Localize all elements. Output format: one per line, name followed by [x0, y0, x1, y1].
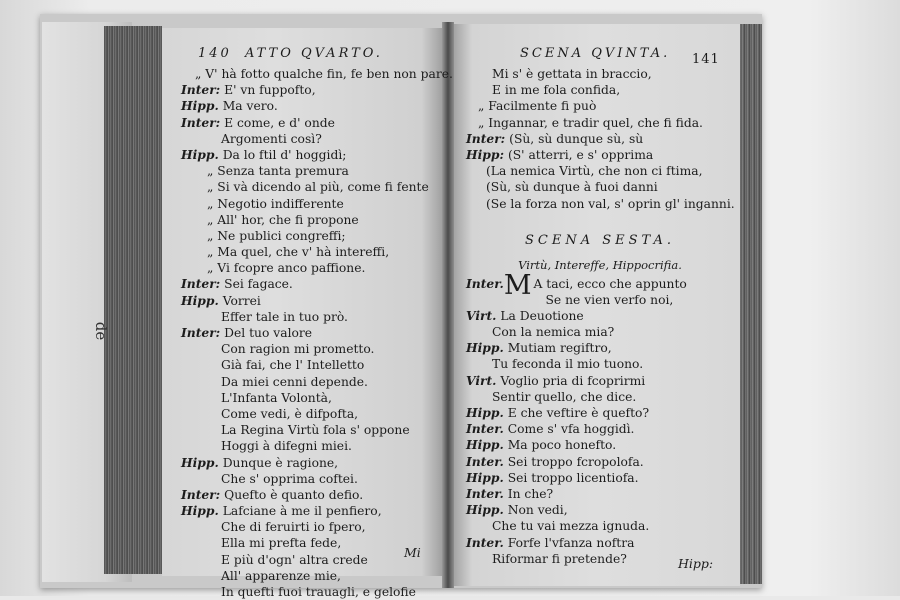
- verse-text: Se ne vien verfo noi,: [545, 293, 674, 308]
- verse-text: Già fai, che l' Intelletto: [221, 358, 365, 373]
- right-catchword: Hipp:: [678, 556, 714, 571]
- speaker-label: Virt.: [466, 307, 497, 323]
- verse-text: Da miei cenni depende.: [221, 374, 368, 389]
- text-line: [466, 405, 734, 421]
- verse-text: Come vedi, è difpofta,: [221, 406, 359, 421]
- speaker-label: Inter:: [181, 114, 221, 130]
- text-line: [181, 471, 453, 487]
- verse-text: Non vedi,: [507, 503, 568, 518]
- text-line: [466, 389, 734, 405]
- text-line: [181, 406, 453, 422]
- text-line: [466, 421, 734, 437]
- verse-text: Mutiam regiftro,: [507, 341, 612, 356]
- verse-text: All' apparenze mie,: [221, 568, 341, 583]
- text-line: [181, 147, 453, 163]
- speaker-label: Hipp.: [181, 454, 219, 470]
- verse-text: Forfe l'vfanza noftra: [507, 535, 635, 550]
- verse-text: Effer tale in tuo prò.: [221, 309, 348, 324]
- verse-text: La Regina Virtù fola s' oppone: [221, 423, 410, 438]
- verse-text: E in me fola confida,: [492, 83, 621, 98]
- left-page-number: 140: [198, 46, 232, 61]
- text-line: [466, 356, 734, 372]
- scene-title: SCENA SESTA.: [524, 232, 676, 248]
- verse-text: Che tu vai mezza ignuda.: [492, 519, 650, 534]
- blank-line: [466, 212, 734, 228]
- verse-text: E che veftire è quefto?: [507, 406, 650, 420]
- verse-text: (Sù, sù dunque à fuoi danni: [486, 180, 658, 195]
- text-line: [466, 324, 734, 340]
- verse-text: E' vn fuppofto,: [224, 83, 316, 98]
- verse-text: (Sù, sù dunque sù, sù: [509, 131, 644, 146]
- speaker-label: Hipp.: [181, 146, 219, 162]
- left-catchword: Mi: [404, 545, 421, 560]
- verse-text: E come, e d' onde: [224, 115, 335, 130]
- text-line: [466, 486, 734, 502]
- speaker-label: Inter.: [466, 275, 504, 291]
- verse-text: „ Vi fcopre anco paffione.: [207, 261, 366, 276]
- text-line: [181, 341, 453, 357]
- verse-text: In che?: [507, 486, 554, 501]
- verse-text: Tu feconda il mio tuono.: [492, 357, 644, 372]
- text-line: [466, 373, 734, 389]
- text-line: [181, 390, 453, 406]
- text-line: [181, 66, 453, 82]
- dropcap-line: [466, 269, 734, 308]
- speaker-label: Hipp.: [181, 292, 219, 308]
- text-line: [181, 82, 453, 98]
- speaker-label: Inter.: [466, 485, 504, 501]
- speaker-label: Hipp.: [466, 437, 504, 453]
- drop-cap: M: [503, 269, 532, 301]
- text-line: [181, 309, 453, 325]
- verse-text: Con la nemica mia?: [492, 325, 615, 340]
- text-line: [466, 340, 734, 356]
- text-line: [466, 115, 734, 131]
- verse-text: (S' atterri, e s' opprima: [507, 147, 654, 162]
- verse-text: Sei troppo fcropolofa.: [507, 454, 644, 469]
- verse-text: Con ragion mi prometto.: [221, 342, 375, 357]
- speaker-label: Hipp.: [466, 340, 504, 356]
- text-line: [181, 179, 453, 195]
- text-line: [466, 470, 734, 486]
- text-line: [466, 437, 734, 453]
- text-line: [466, 131, 734, 147]
- text-line: [466, 147, 734, 163]
- verse-text: Ma poco honefto.: [507, 438, 617, 453]
- page-edges-left: [104, 26, 162, 574]
- verse-text: Voglio pria di fcoprirmi: [500, 373, 646, 388]
- verse-text: „ Senza tanta premura: [207, 164, 349, 179]
- speaker-label: Inter.: [466, 421, 504, 437]
- speaker-label: Hipp.: [466, 405, 504, 420]
- text-line: [181, 374, 453, 390]
- left-page-title: ATTO QVARTO.: [244, 46, 383, 61]
- text-line: [181, 276, 453, 292]
- text-line: [181, 584, 453, 600]
- right-page-text: [466, 66, 734, 567]
- verse-text: La Deuotione: [500, 308, 584, 323]
- speaker-label: Virt.: [466, 372, 497, 388]
- verse-text: Sentir quello, che dice.: [492, 389, 637, 404]
- text-line: [181, 244, 453, 260]
- text-line: [181, 131, 453, 147]
- verse-text: Come s' vfa hoggidì.: [507, 422, 635, 437]
- text-line: [181, 196, 453, 212]
- text-line: [181, 163, 453, 179]
- text-line: [181, 455, 453, 471]
- verse-text: A taci, ecco che appunto: [533, 276, 687, 291]
- text-line: [466, 98, 734, 114]
- text-line: [181, 325, 453, 341]
- text-line: [181, 115, 453, 131]
- text-line: [466, 535, 734, 551]
- text-line: [181, 503, 453, 519]
- left-page-text: [181, 66, 453, 600]
- speaker-label: Hipp.: [181, 503, 219, 519]
- speaker-label: Inter:: [181, 325, 221, 340]
- right-page-title: SCENA QVINTA.: [520, 46, 671, 61]
- text-line: [466, 308, 734, 324]
- text-line: [181, 228, 453, 244]
- text-line: [181, 438, 453, 454]
- right-page-number: 141: [692, 52, 720, 67]
- text-line: [466, 502, 734, 518]
- scene-characters: Virtù, Intereffe, Hippocrifia.: [518, 257, 682, 272]
- verse-text: Da lo ftil d' hoggidì;: [222, 147, 347, 162]
- verse-text: In quefti fuoi trauagli, e gelofie: [221, 585, 416, 599]
- text-line: [181, 98, 453, 114]
- verse-text: „ Negotio indifferente: [207, 196, 344, 211]
- speaker-label: Inter:: [466, 130, 506, 146]
- verse-text: „ Ingannar, e tradir quel, che fi fida.: [478, 115, 703, 130]
- verse-text: Riformar fi pretende?: [492, 551, 627, 566]
- text-line: [181, 487, 453, 503]
- verse-text: Vorrei: [222, 293, 261, 308]
- verse-text: Hoggi à difegni miei.: [221, 439, 352, 454]
- text-line: [181, 212, 453, 228]
- verse-text: Che di feruirti io fpero,: [221, 520, 366, 535]
- verse-text: „ V' hà fotto qualche fin, fe ben non pare.: [195, 67, 453, 81]
- verse-text: Che s' opprima coftei.: [221, 471, 358, 486]
- verse-text: „ Facilmente fi può: [478, 99, 597, 114]
- speaker-label: Inter:: [181, 486, 221, 502]
- verse-text: Del tuo valore: [224, 326, 313, 340]
- text-line: [466, 163, 734, 179]
- speaker-label: Inter.: [466, 453, 504, 469]
- text-line: [466, 82, 734, 98]
- left-page-header: [198, 46, 383, 61]
- speaker-label: Inter.: [466, 534, 504, 550]
- speaker-label: Hipp.: [466, 469, 504, 485]
- text-line: [466, 454, 734, 470]
- text-line: [181, 568, 453, 584]
- verse-text: Mi s' è gettata in braccio,: [492, 67, 652, 81]
- verse-text: E più d'ogn' altra crede: [221, 552, 368, 567]
- speaker-label: Inter:: [181, 82, 221, 98]
- margin-note: de: [92, 321, 111, 341]
- verse-text: Ma vero.: [222, 99, 278, 114]
- text-line: [466, 518, 734, 534]
- verse-text: „ Ma quel, che v' hà intereffi,: [207, 245, 390, 260]
- verse-text: (Se la forza non val, s' oprin gl' inganni.: [486, 196, 735, 211]
- text-line: [181, 260, 453, 276]
- verse-text: Quefto è quanto defio.: [224, 487, 364, 502]
- text-line: [466, 66, 734, 82]
- text-line: [181, 519, 453, 535]
- speaker-label: Hipp.: [181, 98, 219, 114]
- verse-text: L'Infanta Volontà,: [221, 390, 332, 405]
- text-line: [466, 196, 734, 212]
- verse-text: „ All' hor, che fi propone: [207, 212, 359, 227]
- text-line: [466, 179, 734, 195]
- verse-text: Lafciane à me il penfiero,: [222, 504, 382, 519]
- verse-text: Sei fagace.: [224, 277, 293, 292]
- verse-text: Ella mi prefta fede,: [221, 536, 342, 551]
- speaker-label: Hipp.: [466, 502, 504, 518]
- speaker-label: Hipp:: [466, 146, 505, 162]
- speaker-label: Inter:: [181, 276, 221, 292]
- text-line: [181, 293, 453, 309]
- verse-text: Sei troppo licentiofa.: [507, 470, 639, 485]
- verse-text: „ Ne publici congreffi;: [207, 228, 346, 243]
- verse-text: „ Si và dicendo al più, come fi fente: [207, 180, 429, 195]
- verse-text: (La nemica Virtù, che non ci ftima,: [486, 164, 703, 179]
- text-line: [181, 422, 453, 438]
- verse-text: Dunque è ragione,: [222, 455, 339, 470]
- verse-text: Argomenti così?: [221, 131, 322, 146]
- text-line: [181, 357, 453, 373]
